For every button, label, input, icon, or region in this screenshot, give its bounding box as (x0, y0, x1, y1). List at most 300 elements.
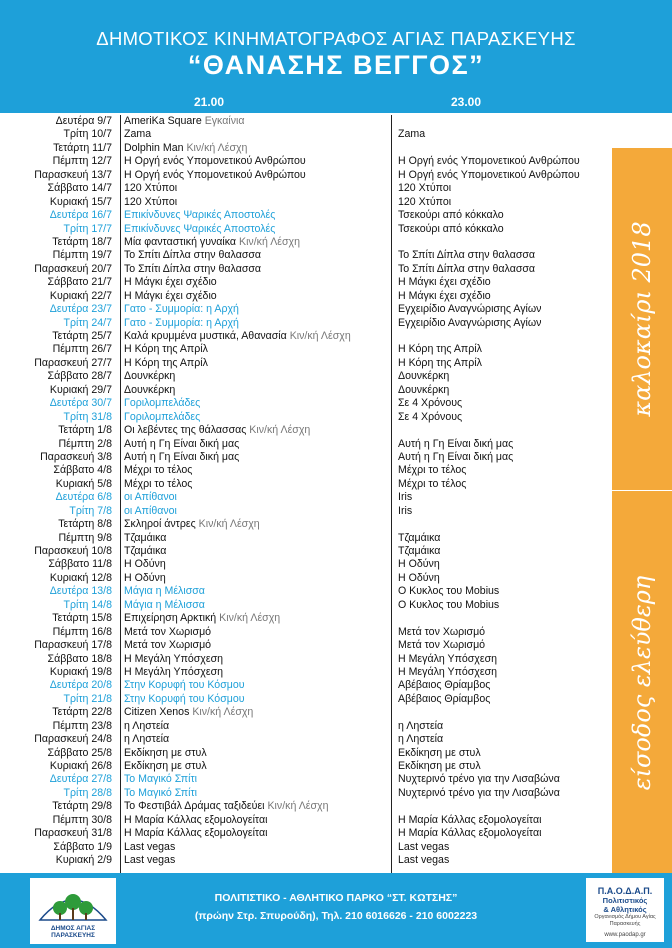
schedule-table (0, 115, 672, 868)
movie-first-show (124, 438, 239, 451)
movie-first-show (124, 209, 275, 222)
movie-first-show (124, 854, 175, 867)
screening-date: Παρασκευή 27/7 (34, 356, 112, 369)
movie-first-show (124, 317, 239, 330)
movie-first-show (124, 249, 261, 262)
movie-second-show: Η Μαρία Κάλλας εξομολογείται (398, 827, 542, 840)
movie-first-show (124, 115, 244, 128)
screening-date: Κυριακή 2/9 (55, 854, 112, 867)
schedule-row (0, 370, 672, 383)
schedule-row (0, 464, 672, 477)
schedule-row (0, 572, 672, 585)
movie-first-show (124, 599, 205, 612)
movie-title: 120 Χτύποι (124, 182, 178, 195)
movie-first-show (124, 343, 208, 356)
movie-first-show (124, 478, 192, 491)
screening-date: Τρίτη 17/7 (63, 222, 112, 235)
movie-first-show (124, 128, 151, 141)
event-tag: Κιν/κή Λέσχη (186, 141, 248, 154)
movie-first-show (124, 733, 169, 746)
movie-second-show: Αυτή η Γη Είναι δική μας (398, 450, 514, 463)
movie-second-show: Η Μάγκι έχει σχέδιο (398, 289, 491, 302)
paodap-logo (586, 878, 664, 942)
movie-second-show: η Ληστεία (398, 733, 444, 746)
movie-title: Το Μαγικό Σπίτι (124, 773, 197, 786)
paodap-url: www.paodap.gr (604, 932, 646, 938)
schedule-row (0, 478, 672, 491)
season-banner (612, 148, 672, 490)
movie-second-show: Zama (398, 128, 426, 141)
movie-first-show (124, 169, 306, 182)
schedule-row (0, 155, 672, 168)
movie-second-show: Μέχρι το τέλος (398, 464, 467, 477)
screening-date: Πέμπτη 23/8 (52, 719, 112, 732)
movie-second-show: Τσεκούρι από κόκκαλο (398, 209, 504, 222)
movie-first-show (124, 236, 300, 249)
movie-title: Η Οργή ενός Υπομονετικού Ανθρώπου (124, 155, 306, 168)
movie-title: Σκληροί άντρες (124, 518, 196, 531)
movie-title: η Ληστεία (124, 719, 170, 732)
movie-second-show: Νυχτερινό τρένο για την Λισαβώνα (398, 786, 560, 799)
movie-first-show (124, 612, 280, 625)
movie-title: Zama (124, 128, 152, 141)
event-tag: Κιν/κή Λέσχη (289, 330, 351, 342)
movie-second-show: 120 Χτύποι (398, 182, 452, 195)
movie-title: Η Μαρία Κάλλας εξομολογείται (124, 813, 268, 826)
schedule-row (0, 653, 672, 666)
schedule-row (0, 545, 672, 558)
movie-title: Το Μαγικό Σπίτι (124, 786, 197, 799)
schedule-row (0, 115, 672, 128)
movie-first-show (124, 545, 166, 558)
municipality-logo (30, 878, 116, 944)
screening-date: Σάββατο 18/8 (47, 652, 112, 665)
movie-title: Η Κόρη της Απρίλ (124, 356, 208, 369)
screening-date: Κυριακή 26/8 (49, 760, 112, 772)
movie-first-show (124, 532, 166, 545)
schedule-row (0, 236, 672, 249)
schedule-row (0, 169, 672, 182)
movie-second-show: Εκδίκηση με στυλ (398, 746, 481, 759)
screening-date: Δευτέρα 30/7 (49, 397, 112, 410)
movie-second-show: Η Μεγάλη Υπόσχεση (398, 652, 498, 665)
movie-first-show (124, 814, 267, 827)
screening-date: Τρίτη 21/8 (63, 692, 112, 705)
movie-first-show (124, 626, 211, 639)
screening-date: Τετάρτη 8/8 (58, 518, 112, 531)
movie-second-show: Η Οδύνη (398, 558, 440, 571)
movie-first-show (124, 451, 239, 464)
movie-title: η Ληστεία (124, 733, 170, 746)
screening-date: Τρίτη 10/7 (63, 128, 112, 141)
movie-first-show (124, 639, 211, 652)
movie-first-show (124, 384, 175, 397)
screening-date: Πέμπτη 2/8 (58, 437, 112, 450)
movie-second-show: Αβέβαιος Θρίαμβος (398, 692, 491, 705)
schedule-row (0, 182, 672, 195)
movie-second-show: Αβέβαιος Θρίαμβος (398, 679, 491, 692)
screening-date: Παρασκευή 3/8 (40, 450, 112, 463)
screening-date: Τρίτη 7/8 (69, 504, 112, 517)
movie-first-show (124, 397, 200, 410)
movie-first-show (124, 155, 306, 168)
screening-date: Πέμπτη 16/8 (52, 625, 112, 638)
schedule-row (0, 693, 672, 706)
screening-date: Δευτέρα 16/7 (49, 209, 112, 222)
schedule-row (0, 800, 672, 813)
movie-second-show: Το Σπίτι Δίπλα στην θαλασσα (398, 262, 536, 275)
schedule-row (0, 411, 672, 424)
schedule-row (0, 787, 672, 800)
schedule-row (0, 330, 672, 343)
schedule-row (0, 773, 672, 786)
movie-second-show: Η Οργή ενός Υπομονετικού Ανθρώπου (398, 168, 580, 181)
movie-second-show: Η Μεγάλη Υπόσχεση (398, 665, 498, 678)
screening-date: Τρίτη 28/8 (63, 786, 112, 799)
schedule-row (0, 626, 672, 639)
screening-date: Παρασκευή 20/7 (34, 262, 112, 275)
movie-first-show (124, 491, 177, 504)
movie-first-show (124, 760, 207, 773)
screening-date: Τετάρτη 1/8 (58, 424, 112, 437)
movie-second-show: Τζαμάικα (398, 531, 441, 544)
cinema-name: “ΘΑΝΑΣΗΣ ΒΕΓΓΟΣ” (187, 50, 485, 80)
municipality-logo-caption: ΔΗΜΟΣ ΑΓΙΑΣ ΠΑΡΑΣΚΕΥΗΣ (50, 925, 96, 939)
movie-first-show (124, 411, 200, 424)
screening-date: Σάββατο 28/7 (47, 370, 112, 383)
showtime-second: 23.00 (451, 95, 482, 109)
movie-title: Εκδίκηση με στυλ (124, 746, 207, 759)
schedule-row (0, 639, 672, 652)
paodap-sub1: Πολιτιστικός (602, 896, 648, 905)
movie-title: Μετά τον Χωρισμό (124, 625, 212, 638)
movie-first-show (124, 518, 260, 531)
movie-second-show: Ο Κυκλος του Mobius (398, 585, 500, 598)
venue-contact: (πρώην Στρ. Σπυρούδη), Τηλ. 210 6016626 - 210 6002223 (194, 910, 478, 922)
movie-title: Μία φανταστική γυναίκα (124, 235, 237, 248)
screening-date: Κυριακή 15/7 (49, 195, 112, 208)
movie-second-show: Last vegas (398, 854, 450, 867)
movie-title: Μάγια η Μέλισσα (124, 585, 205, 598)
schedule-row (0, 760, 672, 773)
showtime-first: 21.00 (194, 95, 225, 109)
movie-title: Καλά κρυμμένα μυστικά, Αθανασία (124, 330, 287, 342)
schedule-row (0, 854, 672, 867)
screening-date: Τρίτη 31/8 (63, 410, 112, 423)
movie-title: AmeriKa Square (124, 115, 202, 127)
screening-date: Κυριακή 22/7 (49, 289, 112, 302)
movie-first-show (124, 357, 208, 370)
event-tag: Εγκαίνια (204, 115, 245, 127)
event-tag: Κιν/κή Λέσχη (239, 235, 301, 248)
movie-first-show (124, 142, 247, 155)
screening-date: Πέμπτη 12/7 (52, 155, 112, 168)
screening-date: Παρασκευή 24/8 (34, 733, 112, 746)
schedule-row (0, 397, 672, 410)
screening-date: Τετάρτη 18/7 (52, 235, 112, 248)
movie-title: Η Μαρία Κάλλας εξομολογείται (124, 827, 268, 840)
screening-date: Πέμπτη 26/7 (52, 343, 112, 356)
movie-second-show: Ο Κυκλος του Mobius (398, 598, 500, 611)
schedule-row (0, 303, 672, 316)
movie-second-show: Last vegas (398, 840, 450, 853)
movie-title: 120 Χτύποι (124, 195, 178, 208)
paodap-sub2: & Αθλητικός (603, 905, 647, 914)
screening-date: Σάββατο 21/7 (47, 276, 112, 289)
admission-text: είσοδος ελεύθερη (628, 575, 656, 790)
schedule-row (0, 142, 672, 155)
movie-first-show (124, 653, 223, 666)
screening-date: Δευτέρα 9/7 (55, 115, 112, 127)
movie-first-show (124, 424, 310, 437)
screening-date: Τετάρτη 25/7 (52, 330, 112, 342)
movie-title: Αυτή η Γη Είναι δική μας (124, 450, 240, 463)
screening-date: Τρίτη 14/8 (63, 598, 112, 611)
movie-second-show: Η Οδύνη (398, 571, 440, 584)
schedule-row (0, 599, 672, 612)
screening-date: Τετάρτη 29/8 (52, 800, 112, 813)
movie-title: Η Μάγκι έχει σχέδιο (124, 289, 217, 302)
movie-first-show (124, 572, 166, 585)
movie-title: Γατο - Συμμορία: η Αρχή (124, 303, 239, 316)
movie-second-show: Σε 4 Χρόνους (398, 410, 463, 423)
movie-second-show: 120 Χτύποι (398, 195, 452, 208)
movie-title: Η Μεγάλη Υπόσχεση (124, 652, 224, 665)
admission-banner (612, 490, 672, 874)
movie-second-show: Τζαμάικα (398, 545, 441, 557)
schedule-row (0, 706, 672, 719)
movie-title: Το Σπίτι Δίπλα στην θαλασσα (124, 249, 262, 262)
screening-date: Πέμπτη 30/8 (52, 813, 112, 826)
screening-date: Τρίτη 24/7 (63, 316, 112, 329)
movie-second-show: Iris (398, 504, 413, 517)
screening-date: Δευτέρα 27/8 (49, 773, 112, 786)
movie-title: Επικίνδυνες Ψαρικές Αποστολές (124, 209, 276, 222)
movie-first-show (124, 558, 166, 571)
movie-first-show (124, 290, 217, 303)
schedule-row (0, 343, 672, 356)
movie-title: Το Φεστιβάλ Δράμας ταξιδεύει (124, 800, 265, 813)
movie-first-show (124, 276, 217, 289)
movie-second-show: Εγχειρίδιο Αναγνώρισης Αγίων (398, 303, 542, 316)
schedule-row (0, 532, 672, 545)
movie-title: Αυτή η Γη Είναι δική μας (124, 437, 240, 450)
movie-second-show: Η Κόρη της Απρίλ (398, 343, 482, 356)
movie-second-show: Η Οργή ενός Υπομονετικού Ανθρώπου (398, 155, 580, 168)
schedule-row (0, 128, 672, 141)
movie-title: Dolphin Man (124, 141, 184, 154)
movie-first-show (124, 827, 267, 840)
schedule-row (0, 438, 672, 451)
schedule-row (0, 451, 672, 464)
movie-first-show (124, 505, 177, 518)
movie-title: Η Μεγάλη Υπόσχεση (124, 665, 224, 678)
movie-title: Στην Κορυφή του Κόσμου (124, 692, 245, 705)
movie-second-show: Η Κόρη της Απρίλ (398, 356, 482, 369)
movie-first-show (124, 800, 328, 813)
screening-date: Τετάρτη 15/8 (52, 612, 112, 625)
movie-title: Η Οδύνη (124, 571, 166, 584)
schedule-row (0, 384, 672, 397)
movie-first-show (124, 196, 177, 209)
movie-first-show (124, 666, 223, 679)
movie-title: Γατο - Συμμορία: η Αρχή (124, 316, 239, 329)
movie-second-show: Η Μαρία Κάλλας εξομολογείται (398, 813, 542, 826)
movie-title: Μάγια η Μέλισσα (124, 598, 205, 611)
screening-date: Σάββατο 4/8 (53, 464, 112, 477)
schedule-row (0, 263, 672, 276)
screening-date: Παρασκευή 13/7 (34, 168, 112, 181)
screening-date: Κυριακή 29/7 (49, 383, 112, 396)
movie-title: οι Απίθανοι (124, 491, 177, 504)
movie-title: Στην Κορυφή του Κόσμου (124, 679, 245, 692)
season-text: καλοκαίρι 2018 (628, 221, 656, 417)
schedule-row (0, 666, 672, 679)
schedule-row (0, 747, 672, 760)
movie-second-show: Δουνκέρκη (398, 383, 450, 396)
movie-second-show: Η Μάγκι έχει σχέδιο (398, 276, 491, 289)
screening-date: Κυριακή 19/8 (49, 665, 112, 678)
schedule-row (0, 814, 672, 827)
movie-title: Last vegas (124, 840, 176, 853)
schedule-row (0, 505, 672, 518)
movie-second-show: Τσεκούρι από κόκκαλο (398, 222, 504, 235)
screening-date: Παρασκευή 10/8 (34, 545, 112, 557)
event-tag: Κιν/κή Λέσχη (192, 706, 254, 719)
movie-first-show (124, 370, 175, 383)
movie-title: Επικίνδυνες Ψαρικές Αποστολές (124, 222, 276, 235)
movie-first-show (124, 263, 261, 276)
screening-date: Παρασκευή 31/8 (34, 827, 112, 840)
cinema-title: ΔΗΜΟΤΙΚΟΣ ΚΙΝΗΜΑΤΟΓΡΑΦΟΣ ΑΓΙΑΣ ΠΑΡΑΣΚΕΥΗΣ (96, 28, 576, 49)
tree-emblem-icon (30, 878, 116, 928)
movie-title: Citizen Xenos (124, 706, 190, 719)
movie-title: Η Κόρη της Απρίλ (124, 343, 208, 356)
schedule-row (0, 424, 672, 437)
movie-title: Το Σπίτι Δίπλα στην θαλασσα (124, 262, 262, 275)
movie-title: Μέχρι το τέλος (124, 464, 193, 477)
movie-first-show (124, 773, 197, 786)
movie-first-show (124, 303, 239, 316)
schedule-row (0, 290, 672, 303)
movie-second-show: Μετά τον Χωρισμό (398, 639, 486, 652)
movie-second-show: Iris (398, 491, 413, 504)
paodap-small: Οργανισμός Δήμου Αγίας Παρασκευής (594, 914, 656, 927)
schedule-row (0, 196, 672, 209)
movie-title: οι Απίθανοι (124, 504, 177, 517)
schedule-row (0, 249, 672, 262)
header-banner (0, 0, 672, 113)
movie-first-show (124, 330, 351, 343)
movie-title: Δουνκέρκη (124, 383, 176, 396)
movie-title: Οι λεβέντες της θάλασσας (124, 424, 247, 437)
screening-date: Πέμπτη 9/8 (58, 531, 112, 544)
schedule-row (0, 491, 672, 504)
screening-date: Σάββατο 25/8 (47, 746, 112, 759)
movie-second-show: Εκδίκηση με στυλ (398, 760, 481, 772)
schedule-row (0, 317, 672, 330)
movie-first-show (124, 693, 245, 706)
screening-date: Δευτέρα 6/8 (55, 491, 112, 504)
schedule-row (0, 518, 672, 531)
event-tag: Κιν/κή Λέσχη (219, 612, 281, 625)
movie-title: Τζαμάικα (124, 531, 167, 544)
movie-first-show (124, 747, 207, 760)
paodap-name: Π.Α.Ο.Δ.Α.Π. (597, 886, 653, 896)
movie-second-show: η Ληστεία (398, 719, 444, 732)
schedule-row (0, 209, 672, 222)
schedule-row (0, 357, 672, 370)
movie-second-show: Αυτή η Γη Είναι δική μας (398, 437, 514, 450)
movie-first-show (124, 841, 175, 854)
movie-second-show: Μετά τον Χωρισμό (398, 625, 486, 638)
screening-date: Σάββατο 1/9 (53, 840, 112, 853)
movie-title: Εκδίκηση με στυλ (124, 760, 207, 772)
schedule-row (0, 558, 672, 571)
movie-second-show: Μέχρι το τέλος (398, 477, 467, 490)
schedule-row (0, 720, 672, 733)
schedule-row (0, 223, 672, 236)
movie-title: Μετά τον Χωρισμό (124, 639, 212, 652)
schedule-row (0, 679, 672, 692)
movie-title: Η Οργή ενός Υπομονετικού Ανθρώπου (124, 168, 306, 181)
screening-date: Πέμπτη 19/7 (52, 249, 112, 262)
movie-second-show: Το Σπίτι Δίπλα στην θαλασσα (398, 249, 536, 262)
screening-date: Δευτέρα 20/8 (49, 679, 112, 692)
screening-date: Τετάρτη 11/7 (53, 141, 112, 154)
screening-date: Δευτέρα 23/7 (49, 303, 112, 316)
venue-name: ΠΟΛΙΤΙΣΤΙΚΟ - ΑΘΛΗΤΙΚΟ ΠΑΡΚΟ “ΣΤ. ΚΩΤΣΗΣ” (214, 892, 458, 904)
event-tag: Κιν/κή Λέσχη (249, 424, 311, 437)
movie-second-show: Εγχειρίδιο Αναγνώρισης Αγίων (398, 316, 542, 329)
movie-first-show (124, 585, 205, 598)
schedule-row (0, 612, 672, 625)
movie-title: Η Οδύνη (124, 558, 166, 571)
movie-title: Δουνκέρκη (124, 370, 176, 383)
movie-first-show (124, 464, 192, 477)
screening-date: Κυριακή 5/8 (55, 477, 112, 490)
movie-title: Γοριλομπελάδες (124, 397, 201, 410)
movie-title: Γοριλομπελάδες (124, 410, 201, 423)
screening-date: Κυριακή 12/8 (49, 571, 112, 584)
movie-first-show (124, 679, 245, 692)
movie-title: Επιχείρηση Αρκτική (124, 612, 217, 625)
movie-title: Last vegas (124, 854, 176, 867)
schedule-row (0, 827, 672, 840)
screening-date: Σάββατο 14/7 (47, 182, 112, 195)
movie-first-show (124, 720, 169, 733)
screening-date: Παρασκευή 17/8 (34, 639, 112, 652)
movie-first-show (124, 706, 253, 719)
movie-first-show (124, 787, 197, 800)
event-tag: Κιν/κή Λέσχη (267, 800, 329, 813)
movie-title: Τζαμάικα (124, 545, 167, 557)
schedule-row (0, 841, 672, 854)
screening-date: Σάββατο 11/8 (48, 558, 112, 571)
movie-title: Μέχρι το τέλος (124, 477, 193, 490)
movie-second-show: Νυχτερινό τρένο για την Λισαβώνα (398, 773, 560, 786)
schedule-row (0, 276, 672, 289)
movie-second-show: Σε 4 Χρόνους (398, 397, 463, 410)
movie-title: Η Μάγκι έχει σχέδιο (124, 276, 217, 289)
schedule-row (0, 733, 672, 746)
schedule-row (0, 585, 672, 598)
movie-first-show (124, 182, 177, 195)
movie-first-show (124, 223, 275, 236)
movie-second-show: Δουνκέρκη (398, 370, 450, 383)
event-tag: Κιν/κή Λέσχη (198, 518, 260, 531)
screening-date: Τετάρτη 22/8 (52, 706, 112, 719)
